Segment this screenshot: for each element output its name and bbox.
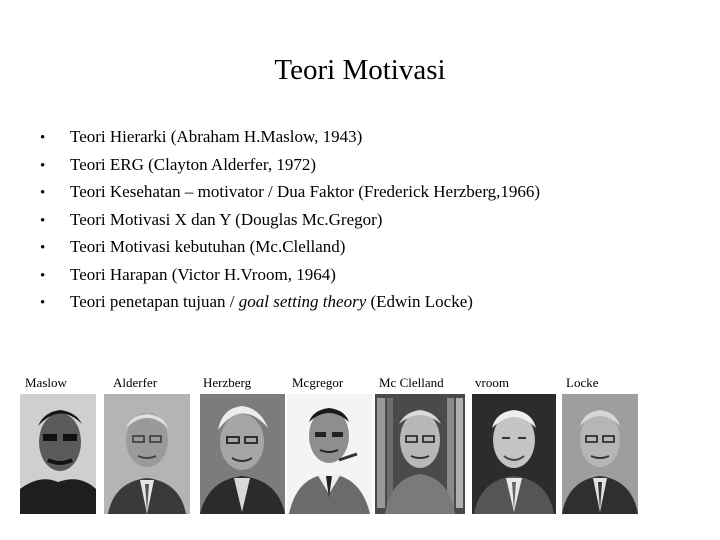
bullet-item: [40, 289, 540, 317]
portrait-photo-vroom: [472, 394, 556, 514]
bullet-text-start: Teori penetapan tujuan /: [70, 292, 239, 311]
portrait-photo-mcgregor: [287, 394, 372, 514]
bullet-text: Teori Kesehatan – motivator / Dua Faktor (Frederick Herzberg,1966): [70, 182, 541, 201]
slide-title: Teori Motivasi: [274, 54, 446, 86]
bullet-dot: •: [40, 130, 46, 146]
bullet-item: [40, 234, 540, 262]
name-label-herzberg: Herzberg: [203, 375, 252, 390]
bullet-dot: •: [40, 157, 46, 174]
portrait-image: [375, 394, 465, 514]
name-label-locke: Locke: [566, 375, 599, 390]
bullet-dot: •: [40, 267, 46, 284]
portrait-image: [287, 394, 372, 514]
name-label-mcgregor: Mcgregor: [292, 375, 344, 390]
portrait-row: [0, 394, 720, 516]
bullet-text: Teori Hierarki (Abraham H.Maslow, 1943): [70, 127, 363, 146]
bullet-dot: •: [40, 240, 46, 256]
name-label-vroom: vroom: [475, 375, 509, 390]
name-label-mcclelland: Mc Clelland: [379, 375, 444, 390]
portrait-photo-locke: [562, 394, 638, 514]
bullet-text: Teori Motivasi X dan Y (Douglas Mc.Gregor): [70, 209, 383, 229]
portrait-image: [200, 394, 285, 514]
bullet-text: Teori Motivasi kebutuhan (Mc.Clelland): [70, 237, 346, 256]
portrait-image: [472, 394, 556, 514]
bullet-list: [40, 124, 540, 317]
portrait-photo-mcclelland: [375, 394, 465, 514]
bullet-dot: •: [40, 295, 46, 311]
bullet-text: Teori ERG (Clayton Alderfer, 1972): [70, 154, 316, 174]
name-label-maslow: Maslow: [25, 375, 67, 390]
bullet-item: [40, 124, 540, 152]
portrait-photo-alderfer: [104, 394, 190, 514]
name-label-alderfer: Alderfer: [113, 375, 158, 390]
portrait-photo-herzberg: [200, 394, 285, 514]
portrait-image: [20, 394, 96, 514]
portrait-image: [104, 394, 190, 514]
bullet-text: Teori Harapan (Victor H.Vroom, 1964): [70, 264, 336, 284]
bullet-dot: •: [40, 185, 46, 201]
portrait-name-row: [0, 374, 720, 394]
bullet-item: [40, 262, 540, 290]
portrait-photo-maslow: [20, 394, 96, 514]
bullet-item: [40, 152, 540, 180]
bullet-item: [40, 179, 540, 207]
portrait-image: [562, 394, 638, 514]
bullet-text: [70, 289, 473, 315]
bullet-dot: •: [40, 212, 46, 229]
bullet-text-end: (Edwin Locke): [366, 292, 473, 311]
bullet-text-italic: goal setting theory: [238, 292, 367, 311]
bullet-item: [40, 207, 540, 235]
